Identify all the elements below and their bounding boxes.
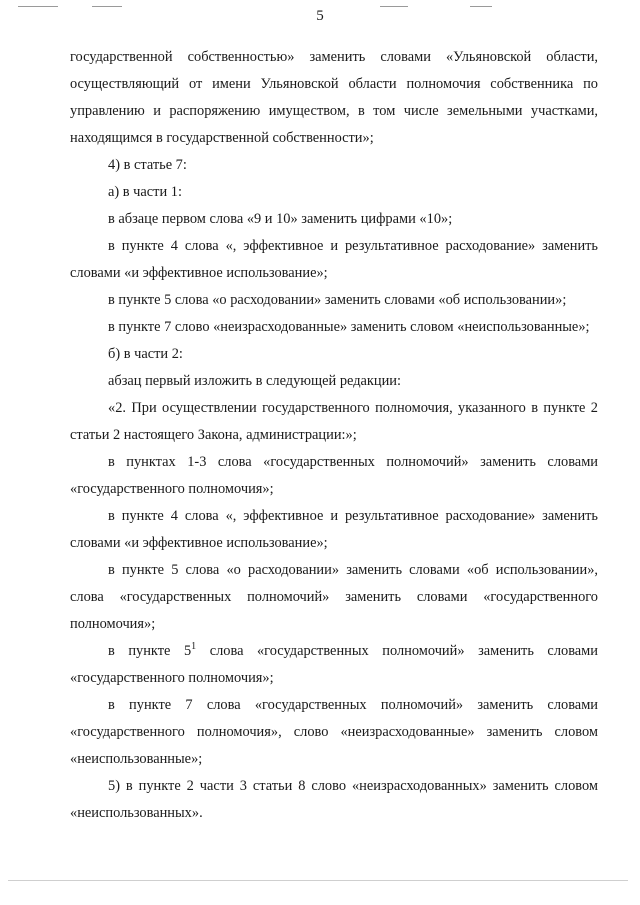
paragraph: [70, 638, 598, 692]
scan-artifact-line: [380, 6, 408, 7]
superscript: 1: [191, 641, 197, 653]
paragraph: в пунктах 1-3 слова «государственных полномочий» заменить словами «государственного полномочия»;: [70, 454, 598, 497]
paragraph: б) в части 2:: [108, 346, 183, 362]
scan-artifact-line: [470, 6, 492, 7]
page-number: 5: [316, 8, 324, 24]
paragraph: в пункте 4 слова «, эффективное и результативное расходование» заменить словами «и эффективное использование»;: [70, 238, 598, 281]
paragraph: в пункте 7 слова «государственных полномочий» заменить словами «государственного полномочия», слово «неизрасходованные» заменить словом «неиспользованные»;: [70, 697, 598, 767]
paragraph: в абзаце первом слова «9 и 10» заменить цифрами «10»;: [108, 211, 453, 227]
paragraph: 4) в статье 7:: [108, 157, 187, 173]
scan-artifact-line: [8, 880, 628, 881]
paragraph: в пункте 4 слова «, эффективное и результативное расходование» заменить словами «и эффективное использование»;: [70, 508, 598, 551]
scan-artifact-line: [92, 6, 122, 7]
paragraph: в пункте 5 слова «о расходовании» заменить словами «об использовании»;: [108, 292, 567, 308]
paragraph: «2. При осуществлении государственного полномочия, указанного в пункте 2 статьи 2 настоящего Закона, администрации:»;: [70, 400, 598, 443]
paragraph: государственной собственностью» заменить словами «Ульяновской области, осуществляющий от имени Ульяновской области полномочия собственника по управлению и распоряжению имуществом, в том числе земельными участками, находящимся в государственной собственности»;: [70, 49, 598, 146]
document-body: [70, 44, 598, 827]
paragraph: в пункте 5 слова «о расходовании» заменить словами «об использовании», слова «государственных полномочий» заменить словами «государственного полномочия»;: [70, 562, 598, 632]
paragraph: абзац первый изложить в следующей редакции:: [108, 373, 402, 389]
paragraph-text: слова «государственных полномочий» заменить словами «государственного полномочия»;: [70, 643, 598, 686]
scan-artifact-line: [18, 6, 58, 7]
paragraph: в пункте 7 слово «неизрасходованные» заменить словом «неиспользованные»;: [108, 319, 590, 335]
paragraph: 5) в пункте 2 части 3 статьи 8 слово «неизрасходованных» заменить словом «неиспользованных».: [70, 778, 598, 821]
paragraph-text: в пункте 5: [108, 643, 192, 659]
paragraph: а) в части 1:: [108, 184, 182, 200]
